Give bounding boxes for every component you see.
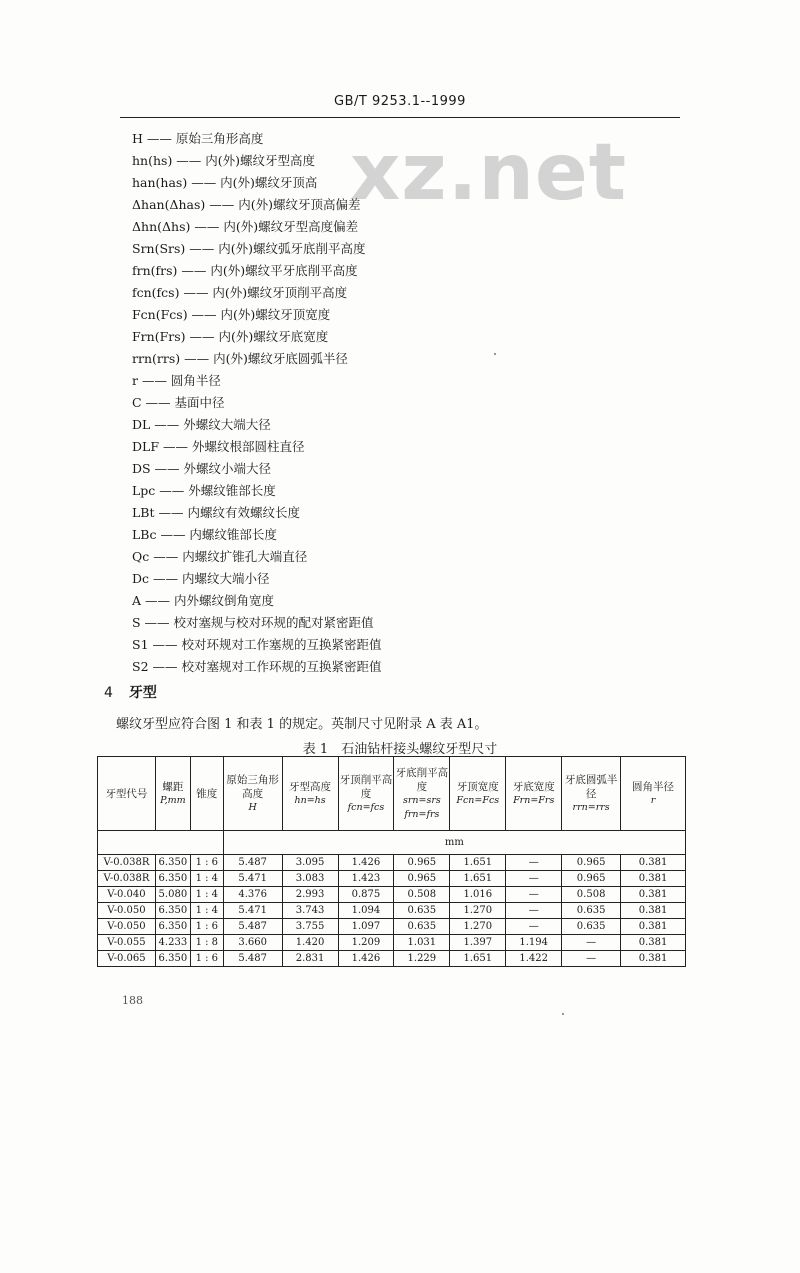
table-cell: 1 : 6 bbox=[190, 919, 223, 935]
column-header-label: 牙底削平高度 bbox=[395, 766, 449, 793]
table-cell: 1 : 4 bbox=[190, 871, 223, 887]
column-header-symbol: Fcn=Fcs bbox=[456, 794, 500, 806]
page-number: 188 bbox=[122, 994, 143, 1007]
table-cell: 4.233 bbox=[155, 935, 190, 951]
column-header-symbol: hn=hs bbox=[294, 794, 326, 806]
column-header-label: 螺距 bbox=[162, 780, 184, 793]
table-cell: V-0.055 bbox=[98, 935, 156, 951]
symbol-item: Frn(Frs) —— 内(外)螺纹牙底宽度 bbox=[132, 329, 329, 344]
table-cell: 0.635 bbox=[394, 919, 450, 935]
table-header-row bbox=[98, 757, 686, 831]
symbol-item: LBc —— 内螺纹锥部长度 bbox=[132, 527, 277, 542]
table-cell: 0.508 bbox=[562, 887, 621, 903]
column-header-label: 牙顶宽度 bbox=[456, 780, 499, 793]
table-cell: 2.993 bbox=[282, 887, 338, 903]
table-cell: 0.965 bbox=[394, 855, 450, 871]
symbol-item: Fcn(Fcs) —— 内(外)螺纹牙顶宽度 bbox=[132, 307, 331, 322]
column-header-symbol: P,mm bbox=[160, 794, 186, 806]
table-cell: 1 : 8 bbox=[190, 935, 223, 951]
unit-cell: mm bbox=[223, 831, 685, 855]
scan-speck bbox=[494, 353, 496, 355]
table-cell: 0.381 bbox=[621, 935, 686, 951]
table-cell: — bbox=[506, 855, 562, 871]
header-rule bbox=[120, 117, 680, 118]
symbol-item: S1 —— 校对环规对工作塞规的互换紧密距值 bbox=[132, 637, 382, 652]
table-cell: 0.635 bbox=[394, 903, 450, 919]
symbol-item: hn(hs) —— 内(外)螺纹牙型高度 bbox=[132, 153, 316, 168]
column-header bbox=[338, 757, 394, 831]
table-cell: 6.350 bbox=[155, 919, 190, 935]
table-cell: 5.487 bbox=[223, 919, 282, 935]
table-row bbox=[98, 855, 686, 871]
table-row bbox=[98, 919, 686, 935]
table-cell: 5.471 bbox=[223, 871, 282, 887]
table-cell: 0.381 bbox=[621, 951, 686, 967]
column-header bbox=[98, 757, 156, 831]
symbol-item: frn(frs) —— 内(外)螺纹平牙底削平高度 bbox=[132, 263, 358, 278]
body-paragraph: 螺纹牙型应符合图 1 和表 1 的规定。英制尺寸见附录 A 表 A1。 bbox=[116, 717, 488, 732]
column-header-label: 牙顶削平高度 bbox=[339, 773, 393, 800]
table-cell: 1.423 bbox=[338, 871, 394, 887]
symbol-item: Δhn(Δhs) —— 内(外)螺纹牙型高度偏差 bbox=[132, 219, 359, 234]
symbol-item: r —— 圆角半径 bbox=[132, 373, 221, 388]
table-cell: — bbox=[506, 919, 562, 935]
symbol-item: Srn(Srs) —— 内(外)螺纹弧牙底削平高度 bbox=[132, 241, 366, 256]
scan-speck bbox=[562, 1013, 564, 1015]
table-cell: 1.426 bbox=[338, 951, 394, 967]
table-caption: 表 1 石油钻杆接头螺纹牙型尺寸 bbox=[302, 742, 498, 757]
table-cell: 0.965 bbox=[562, 871, 621, 887]
table-cell: 1.651 bbox=[450, 871, 506, 887]
symbol-item: DL —— 外螺纹大端大径 bbox=[132, 417, 271, 432]
symbol-item: fcn(fcs) —— 内(外)螺纹牙顶削平高度 bbox=[132, 285, 348, 300]
symbol-item: C —— 基面中径 bbox=[132, 395, 225, 410]
table-cell: 1.422 bbox=[506, 951, 562, 967]
table-cell: 0.381 bbox=[621, 887, 686, 903]
table-cell: 1.031 bbox=[394, 935, 450, 951]
watermark: xz.net bbox=[350, 128, 628, 218]
table-cell: V-0.065 bbox=[98, 951, 156, 967]
table-cell: 0.381 bbox=[621, 855, 686, 871]
column-header bbox=[223, 757, 282, 831]
unit-blank-cell bbox=[98, 831, 224, 855]
symbol-item: A —— 内外螺纹倒角宽度 bbox=[132, 593, 274, 608]
table-cell: 1.651 bbox=[450, 855, 506, 871]
table-cell: 3.743 bbox=[282, 903, 338, 919]
column-header-symbol: Frn=Frs bbox=[513, 794, 555, 806]
symbol-item: Qc —— 内螺纹扩锥孔大端直径 bbox=[132, 549, 308, 564]
table-row bbox=[98, 951, 686, 967]
column-header-label: 圆角半径 bbox=[632, 780, 675, 793]
table-cell: V-0.038R bbox=[98, 855, 156, 871]
table-cell: 0.635 bbox=[562, 919, 621, 935]
symbol-item: Δhan(Δhas) —— 内(外)螺纹牙顶高偏差 bbox=[132, 197, 361, 212]
table-cell: 1.270 bbox=[450, 903, 506, 919]
table-cell: 0.635 bbox=[562, 903, 621, 919]
symbol-item: Lpc —— 外螺纹锥部长度 bbox=[132, 483, 276, 498]
column-header bbox=[506, 757, 562, 831]
column-header-symbol: H bbox=[248, 801, 257, 813]
table-cell: 3.083 bbox=[282, 871, 338, 887]
table-cell: 5.471 bbox=[223, 903, 282, 919]
table-cell: V-0.050 bbox=[98, 903, 156, 919]
column-header bbox=[282, 757, 338, 831]
table-cell: 6.350 bbox=[155, 871, 190, 887]
table-cell: 0.965 bbox=[562, 855, 621, 871]
symbol-item: Dc —— 内螺纹大端小径 bbox=[132, 571, 270, 586]
table-cell: — bbox=[506, 887, 562, 903]
table-row bbox=[98, 871, 686, 887]
table-cell: 0.875 bbox=[338, 887, 394, 903]
symbol-item: DLF —— 外螺纹根部圆柱直径 bbox=[132, 439, 305, 454]
symbol-item: DS —— 外螺纹小端大径 bbox=[132, 461, 272, 476]
table-cell: — bbox=[506, 871, 562, 887]
column-header bbox=[155, 757, 190, 831]
column-header-label: 锥度 bbox=[196, 787, 218, 800]
symbol-item: S2 —— 校对塞规对工作环规的互换紧密距值 bbox=[132, 659, 382, 674]
column-header bbox=[450, 757, 506, 831]
table-cell: 1.194 bbox=[506, 935, 562, 951]
table-cell: 3.755 bbox=[282, 919, 338, 935]
symbol-item: S —— 校对塞规与校对环规的配对紧密距值 bbox=[132, 615, 374, 630]
column-header bbox=[190, 757, 223, 831]
column-header-label: 牙型高度 bbox=[289, 780, 332, 793]
table-cell: 1 : 4 bbox=[190, 887, 223, 903]
table-cell: — bbox=[562, 935, 621, 951]
table-row bbox=[98, 903, 686, 919]
table-cell: V-0.038R bbox=[98, 871, 156, 887]
table-cell: 1.229 bbox=[394, 951, 450, 967]
table-cell: 3.095 bbox=[282, 855, 338, 871]
column-header-symbol: fcn=fcs bbox=[347, 801, 385, 813]
table-cell: 1.426 bbox=[338, 855, 394, 871]
thread-profile-table bbox=[97, 756, 686, 967]
table-cell: 0.381 bbox=[621, 919, 686, 935]
table-cell: 1.016 bbox=[450, 887, 506, 903]
column-header bbox=[394, 757, 450, 831]
table-cell: 6.350 bbox=[155, 855, 190, 871]
symbol-list bbox=[132, 128, 381, 678]
table-cell: 1.097 bbox=[338, 919, 394, 935]
table-cell: 5.080 bbox=[155, 887, 190, 903]
table-cell: 1.209 bbox=[338, 935, 394, 951]
symbol-item: LBt —— 内螺纹有效螺纹长度 bbox=[132, 505, 300, 520]
table-cell: 5.487 bbox=[223, 951, 282, 967]
unit-row bbox=[98, 831, 686, 855]
table-cell: 3.660 bbox=[223, 935, 282, 951]
table-cell: 1.651 bbox=[450, 951, 506, 967]
table-cell: 1 : 4 bbox=[190, 903, 223, 919]
symbol-item: H —— 原始三角形高度 bbox=[132, 131, 264, 146]
table-cell: 1.270 bbox=[450, 919, 506, 935]
table-cell: 6.350 bbox=[155, 903, 190, 919]
column-header-symbol: rrn=rrs bbox=[572, 801, 610, 813]
section-heading bbox=[104, 682, 157, 702]
table-cell: 2.831 bbox=[282, 951, 338, 967]
symbol-item: rrn(rrs) —— 内(外)螺纹牙底圆弧半径 bbox=[132, 351, 348, 366]
table-cell: — bbox=[562, 951, 621, 967]
table-cell: 5.487 bbox=[223, 855, 282, 871]
table-cell: 0.381 bbox=[621, 871, 686, 887]
column-header-symbol: srn=srs frn=frs bbox=[402, 794, 441, 820]
column-header-label: 牙底宽度 bbox=[512, 780, 555, 793]
table-cell: — bbox=[506, 903, 562, 919]
table-cell: 0.508 bbox=[394, 887, 450, 903]
column-header-symbol: r bbox=[650, 794, 656, 806]
table-cell: 1.094 bbox=[338, 903, 394, 919]
table-cell: 1 : 6 bbox=[190, 855, 223, 871]
table-cell: V-0.050 bbox=[98, 919, 156, 935]
table-row bbox=[98, 935, 686, 951]
column-header-label: 牙型代号 bbox=[105, 787, 148, 800]
page-header: GB/T 9253.1--1999 bbox=[334, 94, 466, 109]
table-row bbox=[98, 887, 686, 903]
column-header-label: 牙底圆弧半径 bbox=[564, 773, 618, 800]
table-cell: 1.397 bbox=[450, 935, 506, 951]
table-cell: 1 : 6 bbox=[190, 951, 223, 967]
table-cell: V-0.040 bbox=[98, 887, 156, 903]
column-header bbox=[621, 757, 686, 831]
table-cell: 0.965 bbox=[394, 871, 450, 887]
section-title: 牙型 bbox=[128, 685, 157, 701]
column-header-label: 原始三角形高度 bbox=[226, 773, 279, 800]
section-number: 4 bbox=[104, 685, 113, 701]
symbol-item: han(has) —— 内(外)螺纹牙顶高 bbox=[132, 175, 318, 190]
table-cell: 6.350 bbox=[155, 951, 190, 967]
table-cell: 4.376 bbox=[223, 887, 282, 903]
table-cell: 0.381 bbox=[621, 903, 686, 919]
table-cell: 1.420 bbox=[282, 935, 338, 951]
column-header bbox=[562, 757, 621, 831]
